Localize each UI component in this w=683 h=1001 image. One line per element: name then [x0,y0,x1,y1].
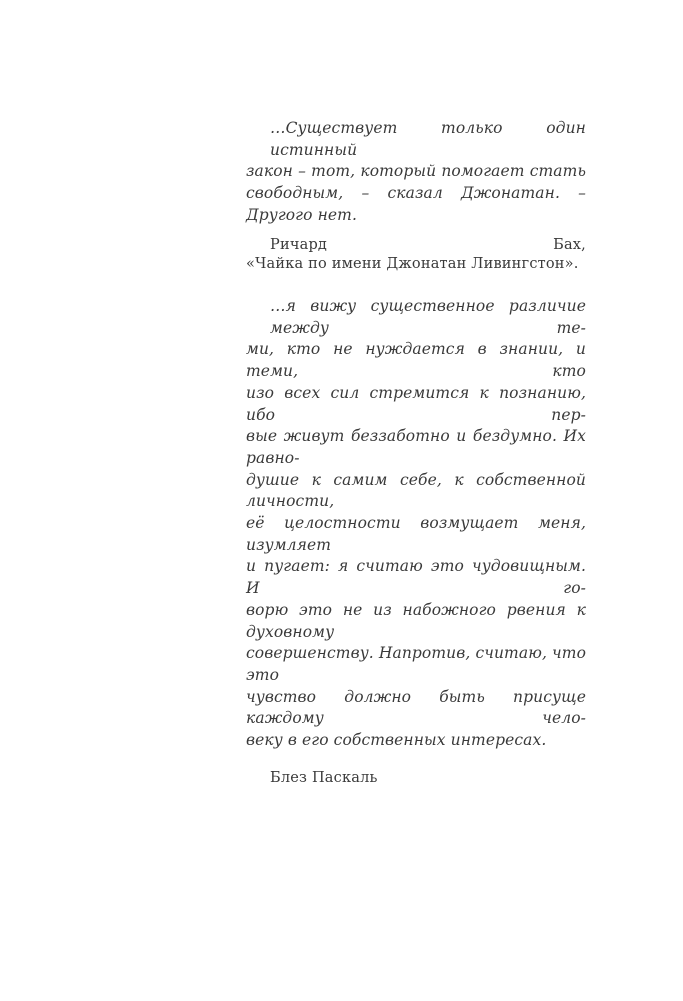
text-line: свободным, – сказал Джонатан. – Другого нет. [246,184,586,224]
epigraph-attribution [246,769,586,789]
epigraph-quote-text [246,118,586,227]
text-line: …Существует только один истинный [270,119,586,159]
text-line: изо всех сил стремится к познанию, ибо пер- [246,383,586,424]
text-line: веку в его собственных интересах. [246,731,547,750]
text-line: и пугает: я считаю это чудовищным. И го- [246,557,586,598]
epigraph-pascal [246,296,586,788]
epigraph-quote-text [246,296,586,752]
text-line: Ричард Бах, [270,236,586,253]
text-line: ворю это не из набожного рвения к духовному [246,600,586,641]
text-line: её целостности возмущает меня, изумляет [246,514,586,554]
text-line: ми, кто не нуждается в знании, и теми, кто [246,340,586,381]
text-line: Блез Паскаль [270,769,378,786]
text-line: вые живут беззаботно и бездумно. Их равно- [246,427,586,467]
text-line: …я вижу существенное различие между те- [270,297,586,337]
epigraph-jonathan [246,118,586,275]
text-line: закон – тот, который помогает стать [246,162,586,181]
text-line: «Чайка по имени Джонатан Ливингстон». [246,256,579,273]
text-line: совершенству. Напротив, считаю, что это [246,644,586,684]
epigraph-attribution [246,236,586,275]
text-line: чувство должно быть присуще каждому чело- [246,687,586,728]
text-line: душие к самим себе, к собственной личности, [246,470,586,511]
